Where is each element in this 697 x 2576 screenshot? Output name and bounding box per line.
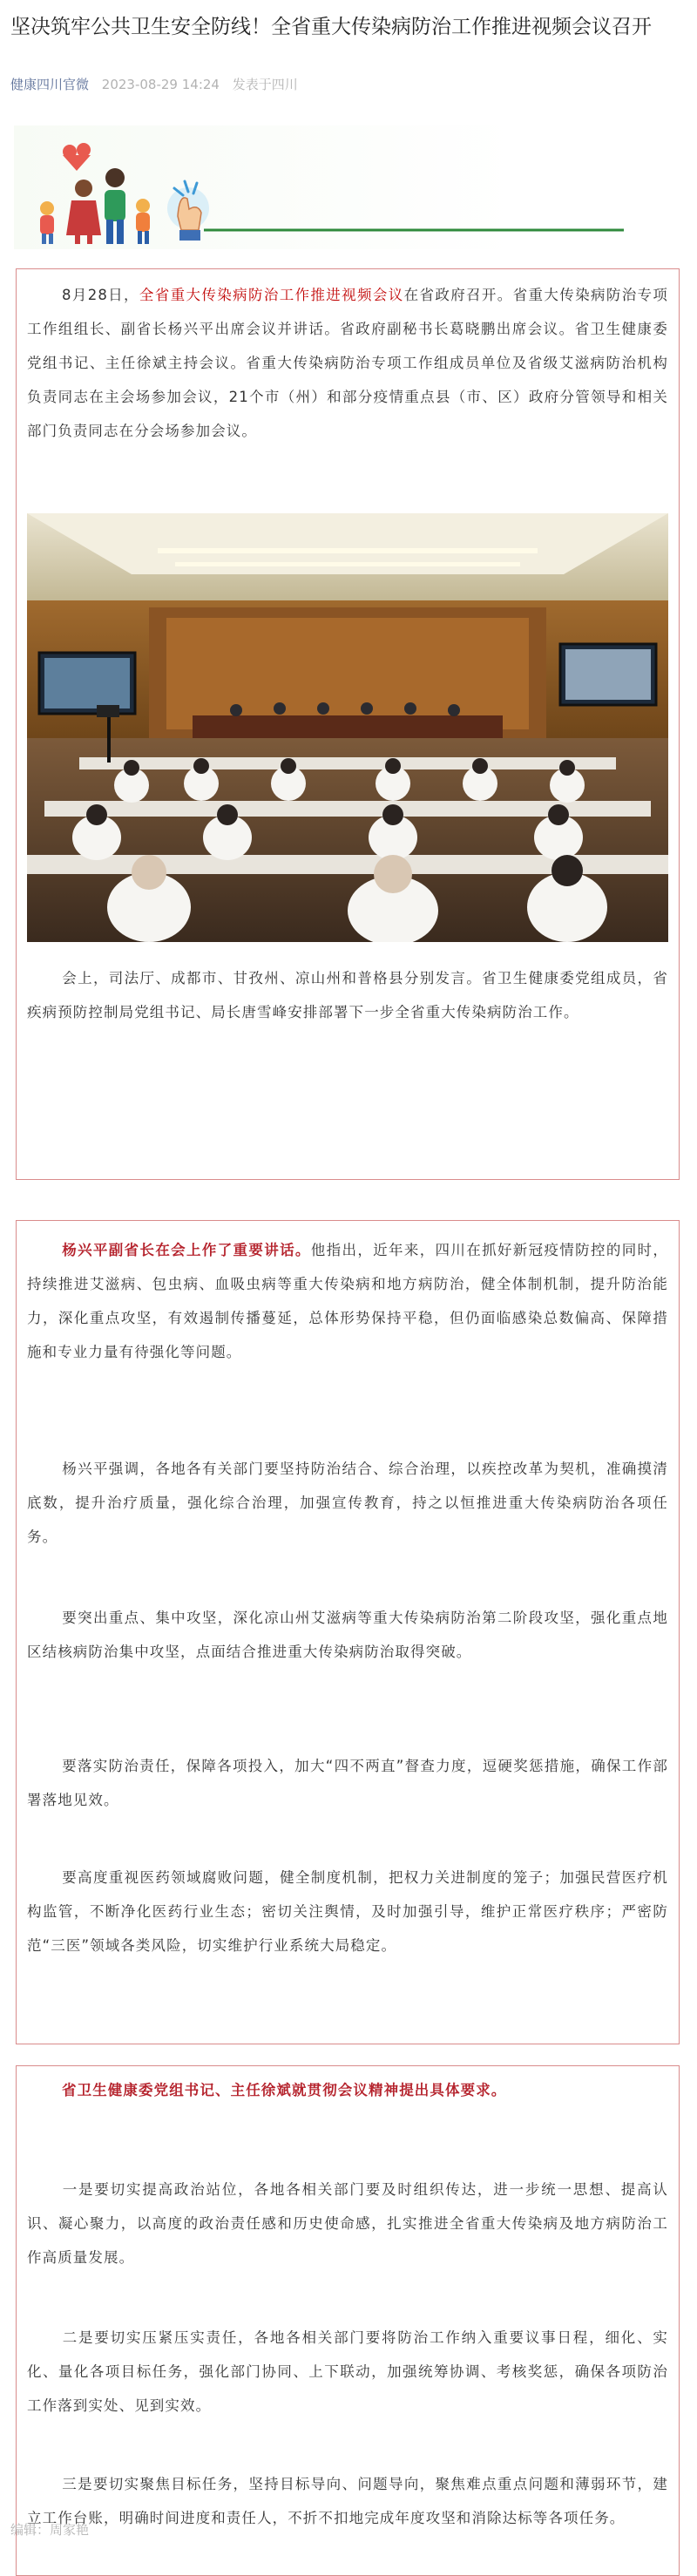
publish-location: 发表于四川 xyxy=(232,77,298,92)
editor-credit: 编辑：周家艳 xyxy=(10,2522,90,2538)
paragraph-focus: 要突出重点、集中攻坚，深化凉山州艾滋病等重大传染病防治第二阶段攻坚，强化重点地区结核病防治集中攻坚，点面结合推进重大传染病防治取得突破。 xyxy=(27,1610,668,1660)
section-director-requirements xyxy=(16,2065,680,2576)
requirements-heading: 省卫生健康委党组书记、主任徐斌就贯彻会议精神提出具体要求。 xyxy=(62,2082,507,2098)
meeting-photo xyxy=(27,513,668,942)
paragraph-anticorruption: 要高度重视医药领域腐败问题，健全制度机制，把权力关进制度的笼子；加强民营医疗机构监管，不断净化医药行业生态；密切关注舆情，及时加强引导，维护正常医疗秩序；严密防范“三医”领域各类风险，切实维护行业系统大局稳定。 xyxy=(27,1869,668,1954)
section-meeting-overview xyxy=(16,268,680,1180)
header-banner xyxy=(14,125,641,249)
section-vice-governor-speech xyxy=(16,1220,680,2044)
speech-bold-lead: 杨兴平副省长在会上作了重要讲话。 xyxy=(62,1242,311,1258)
paragraph-requirement-3: 三是要切实聚焦目标任务，坚持目标导向、问题导向，聚焦难点重点问题和薄弱环节，建立工作台账，明确时间进度和责任人，不折不扣地完成年度攻坚和消除达标等各项任务。 xyxy=(27,2476,668,2526)
meeting-name-highlight: 全省重大传染病防治工作推进视频会议 xyxy=(139,287,404,303)
account-name-link[interactable]: 健康四川官微 xyxy=(10,77,90,92)
paragraph-intro: 8月28日，全省重大传染病防治工作推进视频会议在省政府召开。省重大传染病防治专项工作组组长、副省长杨兴平出席会议并讲话。省政府副秘书长葛晓鹏出席会议。省卫生健康委党组书记、主任徐斌主持会议。省重大传染病防治专项工作组成员单位及省级艾滋病防治机构负责同志在主会场参加会议，21个市（州）和部分疫情重点县（市、区）政府分管领导和相关部门负责同志在分会场参加会议。 xyxy=(27,287,669,439)
paragraph-speeches: 会上，司法厅、成都市、甘孜州、凉山州和普格县分别发言。省卫生健康委党组成员，省疾病预防控制局党组书记、局长唐雪峰安排部署下一步全省重大传染病防治工作。 xyxy=(27,970,668,1020)
article-title: 坚决筑牢公共卫生安全防线！全省重大传染病防治工作推进视频会议召开 xyxy=(10,16,652,38)
publish-time: 2023-08-29 14:24 xyxy=(101,77,220,92)
family-illustration xyxy=(14,125,641,249)
paragraph-requirement-2: 二是要切实压紧压实责任，各地各相关部门要将防治工作纳入重要议事日程，细化、实化、量化各项目标任务，强化部门协同、上下联动，加强统筹协调、考核奖惩，确保各项防治工作落到实处、见到实效。 xyxy=(27,2329,668,2414)
paragraph-speech-intro: 杨兴平副省长在会上作了重要讲话。他指出，近年来，四川在抓好新冠疫情防控的同时，持续推进艾滋病、包虫病、血吸虫病等重大传染病和地方病防治，健全体制机制，提升防治能力，深化重点攻坚，有效遏制传播蔓延，总体形势保持平稳，但仍面临感染总数偏高、保障措施和专业力量有待强化等问题。 xyxy=(27,1242,668,1360)
article-meta xyxy=(10,75,298,93)
paragraph-responsibility: 要落实防治责任，保障各项投入，加大“四不两直”督查力度，逗硬奖惩措施，确保工作部署落地见效。 xyxy=(27,1758,668,1808)
paragraph-emphasis: 杨兴平强调，各地各有关部门要坚持防治结合、综合治理，以疾控改革为契机，准确摸清底数，提升治疗质量，强化综合治理，加强宣传教育，持之以恒推进重大传染病防治各项任务。 xyxy=(27,1461,668,1545)
paragraph-requirement-1: 一是要切实提高政治站位，各地各相关部门要及时组织传达，进一步统一思想、提高认识、凝心聚力，以高度的政治责任感和历史使命感，扎实推进全省重大传染病及地方病防治工作高质量发展。 xyxy=(27,2181,668,2266)
